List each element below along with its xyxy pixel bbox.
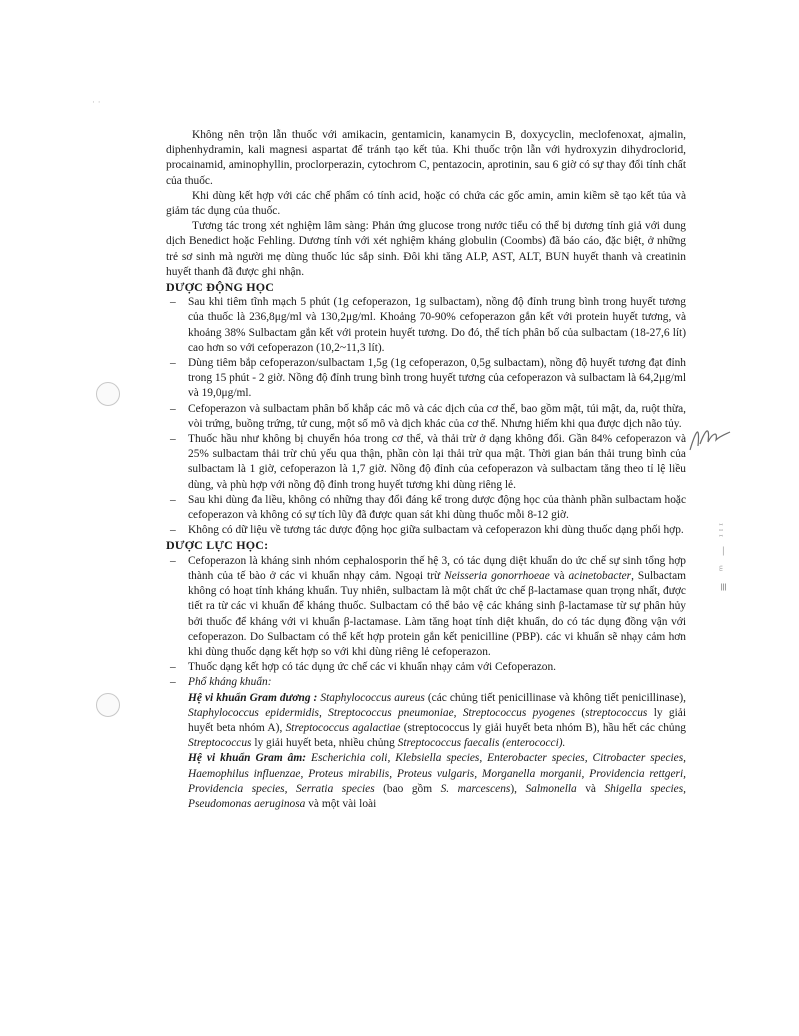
punch-hole-upper: [96, 382, 120, 406]
document-body: [166, 128, 686, 812]
gram-negative-paragraph: Hệ vi khuẩn Gram âm: Escherichia coli, Klebsiella species, Enterobacter species, Citrobacter species, Haemophilus influenzae, Proteus mirabilis, Proteus vulgaris, Morganella morganii, Providencia rettgeri, Providencia species, Serratia species (bao gồm S. marcescens), Salmonella và Shigella species, Pseudomonas aeruginosa và một vài loài: [188, 752, 687, 810]
pharmacokinetics-heading: DƯỢC ĐỘNG HỌC: [166, 280, 275, 295]
acid-interaction-paragraph: Khi dùng kết hợp với các chế phẩm có tính acid, hoặc có chứa các gốc amin, amin kiềm sẽ tạo kết tủa và giảm tác dụng của thuốc.: [166, 189, 686, 218]
pk-item-no-data: – Không có dữ liệu về tương tác dược động học giữa sulbactam và cefoperazon khi dùng thuốc dạng phối hợp.: [170, 524, 684, 537]
lab-test-interaction-paragraph: Tương tác trong xét nghiệm lâm sàng: Phản ứng glucose trong nước tiểu có thể bị dương tính giả với dung dịch Benedict hoặc Fehling. Dương tính với xét nghiệm kháng globulin (Coombs) đã báo cáo, đặc biệt, ở những trẻ sơ sinh mà người mẹ dùng thuốc lúc sắp sinh. Đôi khi tăng ALP, AST, ALT, BUN huyết thanh và creatinin huyết thanh đã được ghi nhận.: [166, 220, 686, 278]
pk-item-elimination: – Thuốc hầu như không bị chuyển hóa trong cơ thể, và thải trừ ở dạng không đổi. Gần 84% cefoperazon và 25% sulbactam thải trừ chủ yếu qua thận, phần còn lại thải trừ qua mật. Thời gian bán thải trung bình của sulbactam là 1 giờ, cefoperazon là 1,7 giờ. Nồng độ đỉnh của cefoperazon và sulbactam tăng theo tỉ lệ liều dùng, và phù hợp với nồng độ đỉnh trong huyết tương khi dùng riêng lẻ.: [170, 433, 686, 491]
pd-item-spectrum: – Phổ kháng khuẩn:: [170, 676, 272, 689]
gram-positive-paragraph: Hệ vi khuẩn Gram dương : Staphylococcus aureus (các chủng tiết penicillinase và không tiết penicillinase), Staphylococcus epidermidis, Streptococcus pneumoniae, Streptococcus pyogenes (streptococcus ly giải huyết beta nhóm A), Streptococcus agalactiae (streptococcus ly giải huyết beta nhóm B), hầu hết các chủng Streptococcus ly giải huyết beta, nhiều chủng Streptococcus faecalis (enterococci).: [188, 691, 687, 750]
pk-item-distribution: – Cefoperazon và sulbactam phân bố khắp các mô và các dịch của cơ thể, bao gồm mật, túi mật, da, ruột thừa, vòi trứng, buồng trứng, tử cung, một số mô và dịch khác của cơ thể. Nhưng hiếm khi qua được dịch não tủy.: [170, 402, 686, 430]
incompatibility-paragraph: Không nên trộn lẫn thuốc với amikacin, gentamicin, kanamycin B, doxycyclin, meclofenoxat, ajmalin, diphenhydramin, kali magnesi aspartat để tránh tạo kết tủa. Khi thuốc trộn lẫn với hydroxyzin dihydroclorid, procainamid, aminophyllin, proclorperazin, cytochrom C, pentazocin, aprotinin, sau 6 giờ có sự thay đổi tính chất của thuốc.: [166, 129, 686, 187]
pk-item-im: – Dùng tiêm bắp cefoperazon/sulbactam 1,5g (1g cefoperazon, 0,5g sulbactam), nồng độ huyết tương đạt đỉnh trong 15 phút - 2 giờ. Nồng độ đỉnh trung bình trong huyết tương của cefoperazon và sulbactam là 64,2μg/ml và 19,0μg/ml.: [170, 357, 686, 400]
scan-speck: · ·: [92, 98, 101, 108]
pd-item-combination: – Thuốc dạng kết hợp có tác dụng ức chế các vi khuẩn nhạy cảm với Cefoperazon.: [170, 661, 557, 674]
pk-item-iv: – Sau khi tiêm tĩnh mạch 5 phút (1g cefoperazon, 1g sulbactam), nồng độ đỉnh trung bình trong huyết tương của thuốc là 236,8μg/ml và 130,2μg/ml. Khoảng 70-90% cefoperazon gắn kết với protein huyết tương, và khoảng 38% Sulbactam gắn kết với protein huyết tương. Do đó, thể tích phân bố của sulbactam (18-27,6 lít) cao hơn so với cefoperazon (10,2~11,3 lít).: [170, 296, 686, 354]
pd-item-mechanism: – Cefoperazon là kháng sinh nhóm cephalosporin thế hệ 3, có tác dụng diệt khuẩn do ức chế sự sinh tổng hợp thành của tế bào ở các vi khuẩn nhạy cảm. Ngoại trừ Neisseria gonorrhoeae và acinetobacter, Sulbactam không có hoạt tính kháng khuẩn. Tuy nhiên, sulbactam là một chất ức chế β-lactamase quan trọng nhất, được tiết ra từ các vi khuẩn để kháng thuốc. Sulbactam có thể bảo vệ các kháng sinh β-lactamase từ sự phân hủy bởi thuốc để kháng với vi khuẩn β-lactamase. Làm tăng hoạt tính diệt khuẩn, do có tác dụng đồng vận với cefoperazon. Do Sulbactam có thể kết hợp protein gắn kết penicilline (PBP). các vi khuẩn sẽ nhạy cảm hơn khi dùng thuốc dạng kết hợp so với khi dùng riêng lẻ cefoperazon.: [170, 554, 687, 658]
handwritten-initials: [686, 420, 734, 454]
margin-stamp-marks: Ⅲ ᵐ — ᶦᶦᶦ: [718, 520, 729, 592]
pk-item-multidose: – Sau khi dùng đa liều, không có những thay đổi đáng kể trong dược động học của thành phần sulbactam hoặc cefoperazon và không có sự tích lũy đã được quan sát khi dùng thuốc mỗi 8-12 giờ.: [170, 493, 686, 522]
pharmacodynamics-heading: DƯỢC LỰC HỌC:: [166, 538, 269, 553]
punch-hole-lower: [96, 693, 120, 717]
